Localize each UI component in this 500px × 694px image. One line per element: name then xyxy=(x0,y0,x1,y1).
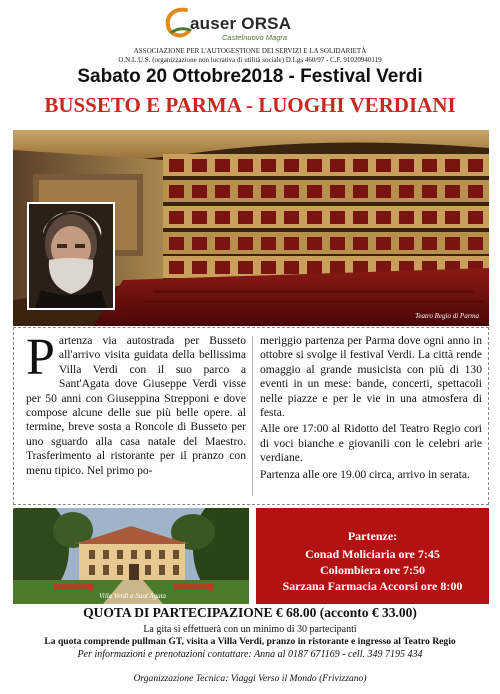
minimum-participants: La gita si effettuerà con un minimo di 30 partecipanti xyxy=(143,624,357,635)
villa-verdi-photo xyxy=(13,508,249,604)
departures-box xyxy=(256,508,489,604)
departure-item: Colombiera ore 7:50 xyxy=(319,563,426,577)
logo-name: auser ORSA xyxy=(190,14,292,33)
logo-subtitle: Castelnuovo Magra xyxy=(222,33,288,42)
association-line-1: ASSOCIAZIONE PER L'AUTOGESTIONE DEI SERVIZI E LA SOLIDARIETÀ xyxy=(133,47,367,55)
auser-swoosh-icon xyxy=(164,6,192,40)
dropcap: P xyxy=(26,329,55,386)
contact-info: Per informazioni e prenotazioni contattare: Anna al 0187 671169 - cell. 349 7195 434 xyxy=(77,649,423,660)
association-line-2: O.N.L.U.S. (organizzazione non lucrativa di utilità sociale) D.Lgs 460/97 - C.F. 91020940119 xyxy=(118,56,382,64)
event-headline: Sabato 20 Ottobre2018 - Festival Verdi xyxy=(77,66,423,87)
theatre-caption: Teatro Regio di Parma xyxy=(415,312,479,320)
right-paragraph-2: Alle ore 17:00 al Ridotto del Teatro Regio cori di voci bianche e giovanili con le celebri arie verdiane. xyxy=(260,422,482,465)
column-divider xyxy=(252,336,253,496)
fee-includes: La quota comprende pullman GT, visita a Villa Verdi, pranzo in ristorante e ingresso al Teatro Regio xyxy=(44,636,456,647)
description-box xyxy=(13,327,489,505)
description-right-column xyxy=(260,334,482,484)
right-paragraph-3: Partenza alle ore 19.00 circa, arrivo in serata. xyxy=(260,467,470,481)
departures-title: Partenze: xyxy=(347,529,398,543)
technical-organization: Organizzazione Tecnica: Viaggi Verso il Mondo (Frivizzano) xyxy=(133,673,367,684)
verdi-portrait xyxy=(27,202,115,310)
participation-fee: QUOTA DI PARTECIPAZIONE € 68.00 (acconto € 33.00) xyxy=(83,605,417,620)
description-left-column xyxy=(26,329,246,478)
villa-caption: Villa Verdi a Sant'Agata xyxy=(99,592,167,600)
departure-item: Conad Moliciaria ore 7:45 xyxy=(305,547,440,561)
auser-logo xyxy=(164,6,336,42)
right-paragraph-1: meriggio partenza per Parma dove ogni anno in ottobre si svolge il festival Verdi. La città rende omaggio al grande musicista con più di 130 eventi in un mese: bande, concerti, spettacoli nelle piazze e per le vie in una atmosfera di festa. xyxy=(260,334,482,420)
event-subhead: BUSSETO E PARMA - LUOGHI VERDIANI xyxy=(44,93,456,117)
departure-item: Sarzana Farmacia Accorsi ore 8:00 xyxy=(282,579,463,593)
left-column-text: artenza via autostrada per Busseto all'arrivo visita guidata della bellissima Villa Verdi con il suo parco a Sant'Agata dove Giuseppe Verdi visse per 50 anni con Giuseppina Strepponi e dove compose alcune delle sue più belle opere. al termine, breve sosta a Roncole di Busseto per uno sguardo alla casa natale del Maestro. Trasferimento al ristorante per il pranzo con menu tipico. Nel primo po- xyxy=(26,334,246,477)
